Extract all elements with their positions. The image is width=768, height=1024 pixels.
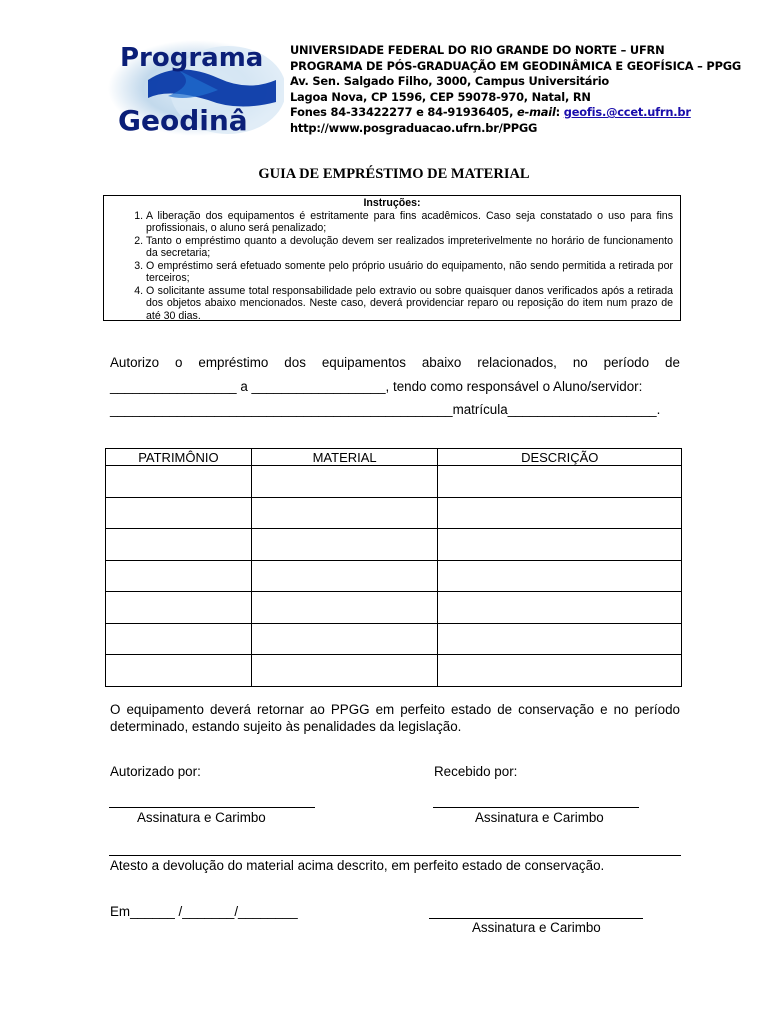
auth-word: no [572,355,588,370]
return-date-field[interactable]: Em______ /_______/________ [110,904,298,919]
table-cell[interactable] [106,497,252,529]
table-cell[interactable] [438,655,682,687]
table-cell[interactable] [106,655,252,687]
table-cell[interactable] [438,529,682,561]
table-cell[interactable] [251,592,438,624]
table-cell[interactable] [251,497,438,529]
program-logo [108,40,284,136]
header-phones: Fones 84-33422277 e 84-91936405, [290,105,514,119]
header-email-colon: : [555,105,561,119]
header-email-label: e-mail [517,105,556,119]
table-cell[interactable] [106,623,252,655]
table-row [106,560,682,592]
institution-header [290,43,741,136]
instruction-item: 3. O empréstimo será efetuado somente pelo próprio usuário do equipamento, não sendo permitida a retirada por terceiros; [146,260,673,285]
instructions-box [103,195,681,321]
table-cell[interactable] [438,497,682,529]
table-cell[interactable] [251,623,438,655]
auth-word: de [665,355,680,370]
table-cell[interactable] [251,529,438,561]
table-cell[interactable] [438,592,682,624]
instruction-item: 4. O solicitante assume total responsabilidade pelo extravio ou sobre quaisquer danos verificados após a retirada dos objetos abaixo mencionados. Neste caso, deverá providenciar reparo ou reposição do item num prazo de até 30 dias. [146,285,673,323]
table-cell[interactable] [106,560,252,592]
website-link[interactable]: http://www.posgraduacao.ufrn.br/PPGG [290,120,538,135]
column-header-material: MATERIAL [251,449,438,466]
table-row [106,592,682,624]
table-cell[interactable] [438,623,682,655]
signature-line-final[interactable] [429,918,643,919]
authorized-by-label: Autorizado por: [110,764,201,779]
table-cell[interactable] [251,655,438,687]
table-cell[interactable] [251,560,438,592]
table-row [106,497,682,529]
table-cell[interactable] [251,466,438,498]
equipment-table [105,448,682,687]
instructions-title: Instruções: [363,197,421,209]
svg-text:Programa: Programa [120,43,264,73]
signature-caption-left: Assinatura e Carimbo [137,810,266,825]
column-header-patrimonio: PATRIMÔNIO [106,449,252,466]
email-link[interactable]: geofis.@ccet.ufrn.br [563,105,691,119]
table-row [106,655,682,687]
instruction-item: 1. A liberação dos equipamentos é estritamente para fins acadêmicos. Caso seja constatado o uso para fins profissionais, o aluno será penalizado; [146,210,673,235]
separator-line [109,855,681,856]
header-line-city: Lagoa Nova, CP 1596, CEP 59078-970, Natal, RN [290,89,591,104]
document-title: GUIA DE EMPRÉSTIMO DE MATERIAL [258,166,530,182]
header-line-university: UNIVERSIDADE FEDERAL DO RIO GRANDE DO NORTE – UFRN [290,43,665,57]
auth-word: o [175,355,183,370]
svg-text:Geodinâ: Geodinâ [118,104,248,136]
signature-line-right[interactable] [433,807,639,808]
auth-word: empréstimo [198,355,269,370]
authorization-line-2[interactable]: _________________ a __________________, tendo como responsável o Aluno/servidor: [110,379,643,394]
table-cell[interactable] [106,466,252,498]
instructions-list [104,210,680,323]
table-row [106,466,682,498]
return-attestation: Atesto a devolução do material acima descrito, em perfeito estado de conservação. [110,858,605,873]
table-row [106,623,682,655]
instruction-item: 2. Tanto o empréstimo quanto a devolução devem ser realizados impreterivelmente no horário de funcionamento da secretaria; [146,235,673,260]
auth-word: abaixo [421,355,462,370]
auth-word: Autorizo [110,355,160,370]
header-line-address: Av. Sen. Salgado Filho, 3000, Campus Universitário [290,74,610,88]
received-by-label: Recebido por: [434,764,518,779]
return-notice: O equipamento deverá retornar ao PPGG em perfeito estado de conservação e no período determinado, estando sujeito às penalidades da legislação. [110,702,680,734]
signature-caption-right: Assinatura e Carimbo [475,810,604,825]
table-cell[interactable] [106,529,252,561]
signature-caption-final: Assinatura e Carimbo [472,920,601,935]
auth-word: dos [284,355,306,370]
authorization-paragraph [110,352,680,421]
auth-word: período [603,355,650,370]
column-header-descricao: DESCRIÇÃO [438,449,682,466]
auth-word: equipamentos [321,355,406,370]
table-cell[interactable] [438,560,682,592]
header-line-contact [290,105,741,121]
signature-line-left[interactable] [109,807,315,808]
header-line-program: PROGRAMA DE PÓS-GRADUAÇÃO EM GEODINÂMICA E GEOFÍSICA – PPGG [290,58,742,73]
authorization-line-3[interactable]: ______________________________________________matrícula____________________. [110,402,661,417]
auth-word: relacionados, [477,355,557,370]
table-cell[interactable] [438,466,682,498]
table-header-row [106,449,682,466]
authorization-line-1 [110,352,680,374]
table-row [106,529,682,561]
table-cell[interactable] [106,592,252,624]
